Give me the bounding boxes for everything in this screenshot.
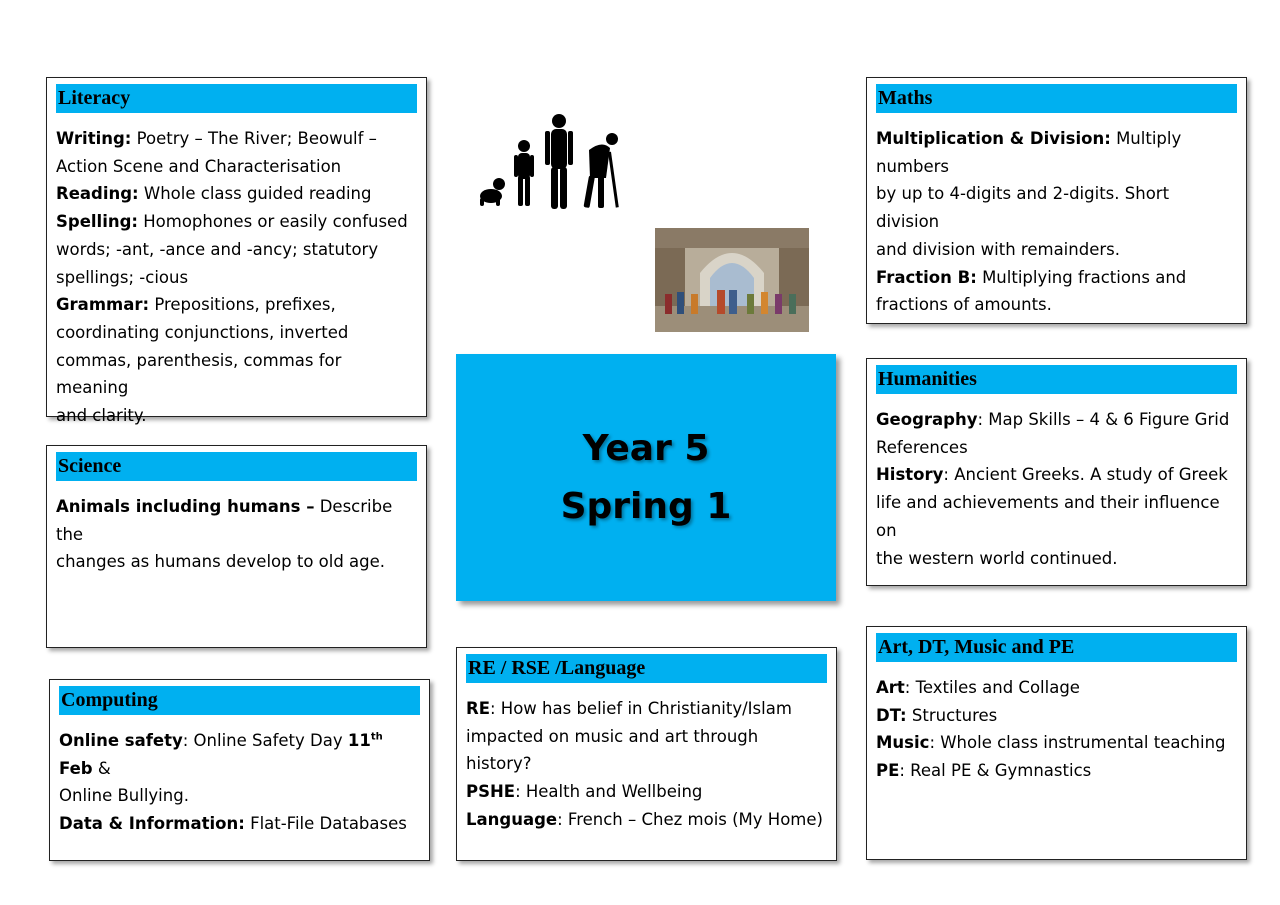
science-line: Animals including humans – Describe the [56, 497, 393, 544]
literacy-line: Spelling: Homophones or easily confused [56, 212, 408, 232]
literacy-line: words; -ant, -ance and -ancy; statutory [56, 239, 379, 259]
school-of-athens-image [655, 228, 809, 332]
re-line: Language: French – Chez mois (My Home) [466, 809, 823, 829]
humanities-line: History: Ancient Greeks. A study of Greek [876, 465, 1228, 485]
re-line: RE: How has belief in Christianity/Islam [466, 699, 792, 718]
arts-line: PE: Real PE & Gymnastics [876, 761, 1092, 781]
arts-line: Art: Textiles and Collage [876, 678, 1080, 697]
arts-title: Art, DT, Music and PE [876, 633, 1237, 662]
arts-panel [866, 626, 1247, 860]
literacy-line: and clarity. [56, 406, 147, 426]
maths-panel [866, 77, 1247, 324]
literacy-line: spellings; -cious [56, 267, 189, 287]
maths-title: Maths [876, 84, 1237, 113]
re-line: impacted on music and art through history? [466, 726, 759, 774]
humanities-line: the western world continued. [876, 548, 1118, 568]
arts-line: DT: Structures [876, 705, 998, 725]
humanities-line: References [876, 437, 968, 457]
science-title: Science [56, 452, 417, 481]
humanities-line: life and achievements and their influence on [876, 493, 1220, 540]
computing-line: Data & Information: Flat-File Databases [59, 814, 407, 834]
humanities-title: Humanities [876, 365, 1237, 394]
maths-line: fractions of amounts. [876, 295, 1052, 315]
re-title: RE / RSE /Language [466, 654, 827, 683]
year-term-banner [456, 354, 836, 601]
humanities-panel [866, 358, 1247, 586]
re-line: PSHE: Health and Wellbeing [466, 782, 703, 802]
humanities-line: Geography: Map Skills – 4 & 6 Figure Grid [876, 410, 1230, 429]
literacy-line: Reading: Whole class guided reading [56, 184, 372, 204]
human-life-stages-image [474, 112, 624, 216]
term-label: Spring 1 [560, 485, 732, 527]
re-panel [456, 647, 837, 861]
maths-line: Multiplication & Division: Multiply numbers [876, 129, 1182, 176]
computing-panel [49, 679, 430, 861]
computing-title: Computing [59, 686, 420, 715]
literacy-title: Literacy [56, 84, 417, 113]
literacy-line: Action Scene and Characterisation [56, 156, 342, 176]
computing-line: Online safety: Online Safety Day 11th Feb & [59, 731, 383, 778]
science-panel [46, 445, 427, 648]
arts-line: Music: Whole class instrumental teaching [876, 733, 1226, 753]
maths-line: and division with remainders. [876, 239, 1120, 259]
maths-line: by up to 4-digits and 2-digits. Short division [876, 184, 1170, 232]
maths-line: Fraction B: Multiplying fractions and [876, 267, 1187, 287]
literacy-line: coordinating conjunctions, inverted [56, 322, 349, 342]
literacy-line: commas, parenthesis, commas for meaning [56, 350, 342, 398]
literacy-line: Grammar: Prepositions, prefixes, [56, 295, 336, 315]
year-label: Year 5 [582, 427, 710, 469]
science-line: changes as humans develop to old age. [56, 552, 386, 572]
computing-line: Online Bullying. [59, 786, 189, 806]
literacy-line: Writing: Poetry – The River; Beowulf – [56, 129, 377, 148]
literacy-panel [46, 77, 427, 426]
